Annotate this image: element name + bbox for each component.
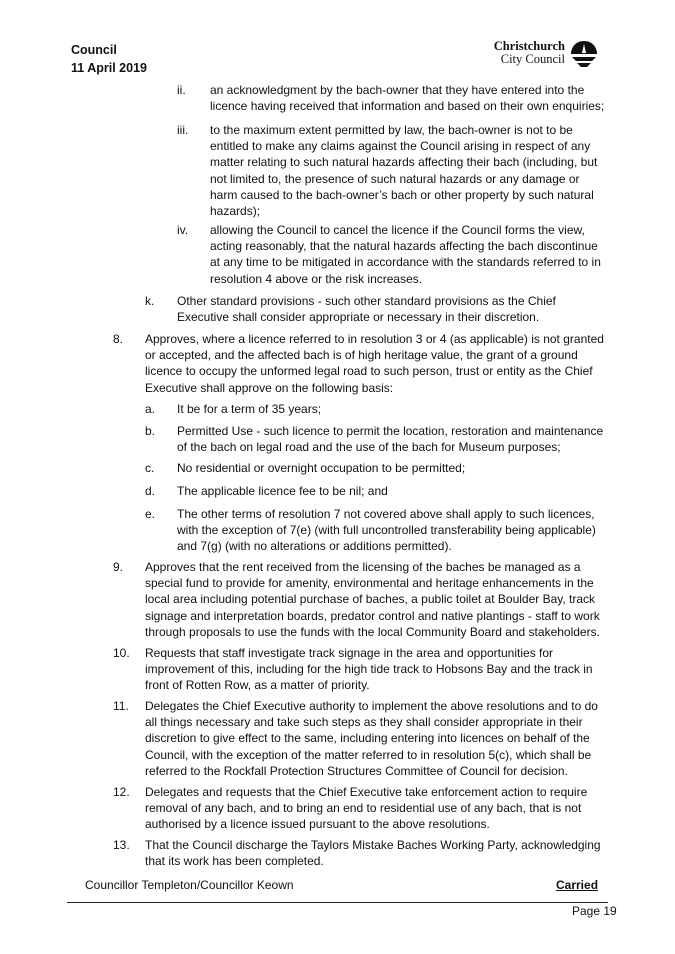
council-logo <box>476 40 601 70</box>
item-text: Other standard provisions - such other standard provisions as the Chief Executive shall consider appropriate or necessary in their discretion. <box>177 294 556 325</box>
item-number: 13. <box>113 838 130 852</box>
item-number: a. <box>145 402 156 416</box>
item-text: The applicable licence fee to be nil; and <box>177 484 388 498</box>
item-text: Permitted Use - such licence to permit the location, restoration and maintenance of the bach on legal road and the use of the bach for Museum purposes; <box>177 424 604 455</box>
item-number: c. <box>145 461 155 475</box>
header-title: Council <box>71 43 117 57</box>
item-text: It be for a term of 35 years; <box>177 402 322 416</box>
item-number: 11. <box>113 699 129 713</box>
item-text: Requests that staff investigate track signage in the area and opportunities for improvement of this, including for the high tide track to Hobsons Bay and the track in front of Rotten Row, as a matter of priority. <box>145 646 593 693</box>
logo-text-line1: Christchurch <box>493 39 565 53</box>
item-text: an acknowledgment by the bach-owner that they have entered into the licence having received that information and based on their own enquiries; <box>210 83 605 114</box>
item-number: 9. <box>113 560 124 574</box>
item-text: to the maximum extent permitted by law, the bach-owner is not to be entitled to make any claims against the Council arising in respect of any matter relating to such natural hazards affecting their bach (including, but not limited to, the presence of such natural hazards or any damage or harm caused to the bach-owner’s bach or other property by such natural hazards); <box>210 123 598 219</box>
item-text: That the Council discharge the Taylors Mistake Baches Working Party, acknowledging that its work has been completed. <box>145 838 601 869</box>
item-text: Delegates the Chief Executive authority to implement the above resolutions and to do all things necessary and take such steps as they shall consider appropriate in their discretion to give effect to the same, including entering into licences on behalf of the Council, with the exception of the matter referred to in resolution 5(c), which shall be referred to the Rockfall Protection Structures Committee of Council for decision. <box>145 699 598 778</box>
footer-divider <box>67 902 608 903</box>
moved-by: Councillor Templeton/Councillor Keown <box>85 878 294 892</box>
item-number: 12. <box>113 785 130 799</box>
item-text: No residential or overnight occupation to be permitted; <box>177 461 466 475</box>
header-meeting <box>71 41 147 77</box>
item-number: d. <box>145 484 156 498</box>
item-text: allowing the Council to cancel the licence if the Council forms the view, acting reasonably, that the natural hazards affecting the bach discontinue at any time to be mitigated in accordance with the standards referred to in resolution 4 above or the risk increases. <box>210 223 601 286</box>
item-number: e. <box>145 507 156 521</box>
motion-result: Carried <box>556 878 599 892</box>
item-number: iv. <box>177 223 189 237</box>
item-number: b. <box>145 424 156 438</box>
item-number: k. <box>145 294 155 308</box>
header-date: 11 April 2019 <box>71 61 147 75</box>
item-text: Approves, where a licence referred to in resolution 3 or 4 (as applicable) is not granted or accepted, and the affected bach is of high heritage value, the grant of a ground licence to occupy the unformed legal road to such person, trust or entity as the Chief Executive shall approve on the following basis: <box>145 332 604 395</box>
item-number: iii. <box>177 123 189 137</box>
page-number: Page 19 <box>572 904 617 918</box>
item-number: 10. <box>113 646 130 660</box>
logo-text-line2: City Council <box>500 52 565 66</box>
item-text: Approves that the rent received from the licensing of the baches be managed as a special fund to provide for amenity, environmental and heritage enhancements in the local area including potential purchase of baches, a public toilet at Boulder Bay, track signage and interpretation boards, predator control and native plantings - staff to work through proposals to use the funds with the local Community Board and stakeholders. <box>145 560 600 639</box>
item-text: Delegates and requests that the Chief Executive take enforcement action to require removal of any bach, and to bring an end to residential use of any bach, that is not authorised by a licence issued pursuant to the above resolutions. <box>145 785 588 832</box>
cathedral-emblem-icon <box>569 40 599 70</box>
item-number: ii. <box>177 83 186 97</box>
item-text: The other terms of resolution 7 not covered above shall apply to such licences, with the exception of 7(e) (with full uncontrolled transferability being applicable) and 7(g) (with no alterations or additions permitted). <box>177 507 596 554</box>
item-number: 8. <box>113 332 124 346</box>
